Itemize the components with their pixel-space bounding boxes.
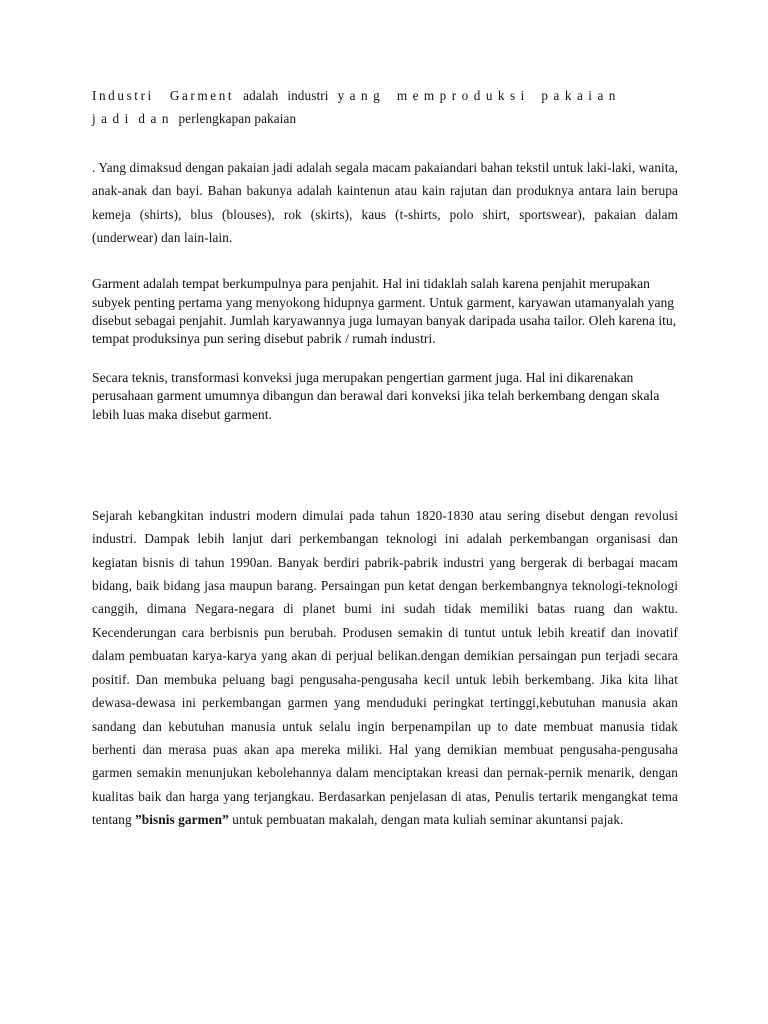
paragraph-pakaian-jadi: . Yang dimaksud dengan pakaian jadi adalah segala macam pakaiandari bahan tekstil untuk laki-laki, wanita, anak-anak dan bayi. Bahan bakunya adalah kaintenun atau kain rajutan dan produknya antara lain berupa kemeja (shirts), blus (blouses), rok (skirts), kaus (t-shirts, polo shirt, sportswear), pakaian dalam (underwear) dan lain-lain. <box>92 159 678 246</box>
p1-word-industri: Industri <box>92 88 154 103</box>
paragraph-definition-heading <box>92 84 678 131</box>
paragraph-konveksi: Secara teknis, transformasi konveksi juga merupakan pengertian garment juga. Hal ini dikarenakan perusahaan garment umumnya dibangun dan berawal dari konveksi jika telah berkembang dengan skala lebih luas maka disebut garment. <box>92 370 660 422</box>
p1-word-pakaian: p a k a i a n <box>541 88 617 103</box>
paragraph-garment-penjahit: Garment adalah tempat berkumpulnya para penjahit. Hal ini tidaklah salah karena penjahit merupakan subyek penting pertama yang menyokong hidupnya garment. Untuk garment, karyawan utamanyalah yang disebut sebagai penjahit. Jumlah karyawannya juga lumayan banyak daripada usaha tailor. Oleh karena itu, tempat produksinya pun sering disebut pabrik / rumah industri. <box>92 276 677 347</box>
p5-body-text: Sejarah kebangkitan industri modern dimulai pada tahun 1820-1830 atau sering disebut dengan revolusi industri. Dampak lebih lanjut dari perkembangan teknologi ini adalah perkembangan organisasi dan kegiatan bisnis di tahun 1990an. Banyak berdiri pabrik-pabrik industri yang bergerak di berbagai macam bidang, baik bidang jasa maupun barang. Persaingan pun ketat dengan berkembangnya teknologi-teknologi canggih, dimana Negara-negara di planet bumi ini sudah tidak memiliki batas ruang dan waktu. Kecenderungan cara berbisnis pun berubah. Produsen semakin di tuntut untuk lebih kreatif dan inovatif dalam pembuatan karya-karya yang akan di perjual belikan.dengan demikian persaingan pun terjadi secara positif. Dan membuka peluang bagi pengusaha-pengusaha kecil untuk lebih berkembang. Jika kita lihat dewasa-dewasa ini perkembangan garmen yang menduduki peringkat tertinggi,kebutuhan manusia akan sandang dan kebutuhan manusia untuk selalu ingin berpenampilan up to date membuat manusia tidak berhenti dan merasa puas akan apa mereka miliki. Hal yang demikian membuat pengusaha-pengusaha garmen semakin menunjukan kebolehannya dalam menciptakan kreasi dan pernak-pernik menarik, dengan kualitas baik dan harga yang terjangkau. Berdasarkan penjelasan di atas, Penulis tertarik mengangkat tema tentang <box>92 507 678 828</box>
p1-phrase-perlengkapan-pakaian: perlengkapan pakaian <box>178 111 297 127</box>
p5-emphasis-bisnis-garmen: ”bisnis garmen” <box>135 812 229 828</box>
p1-word-dan: d a n <box>138 111 170 127</box>
p1-word-jadi: j a d i <box>92 111 130 127</box>
p1-word-garment: Garment <box>169 88 235 103</box>
document-text-body <box>92 84 678 832</box>
p1-word-adalah: adalah <box>243 88 279 103</box>
p1-word-memproduksi: m e m p r o d u k s i <box>396 88 526 103</box>
p1-word-yang: y a n g <box>337 88 381 103</box>
paragraph-sejarah-industri <box>92 504 678 832</box>
p1-word-industri-2: industri <box>287 88 329 103</box>
p5-body-text-end: untuk pembuatan makalah, dengan mata kuliah seminar akuntansi pajak. <box>228 812 624 828</box>
